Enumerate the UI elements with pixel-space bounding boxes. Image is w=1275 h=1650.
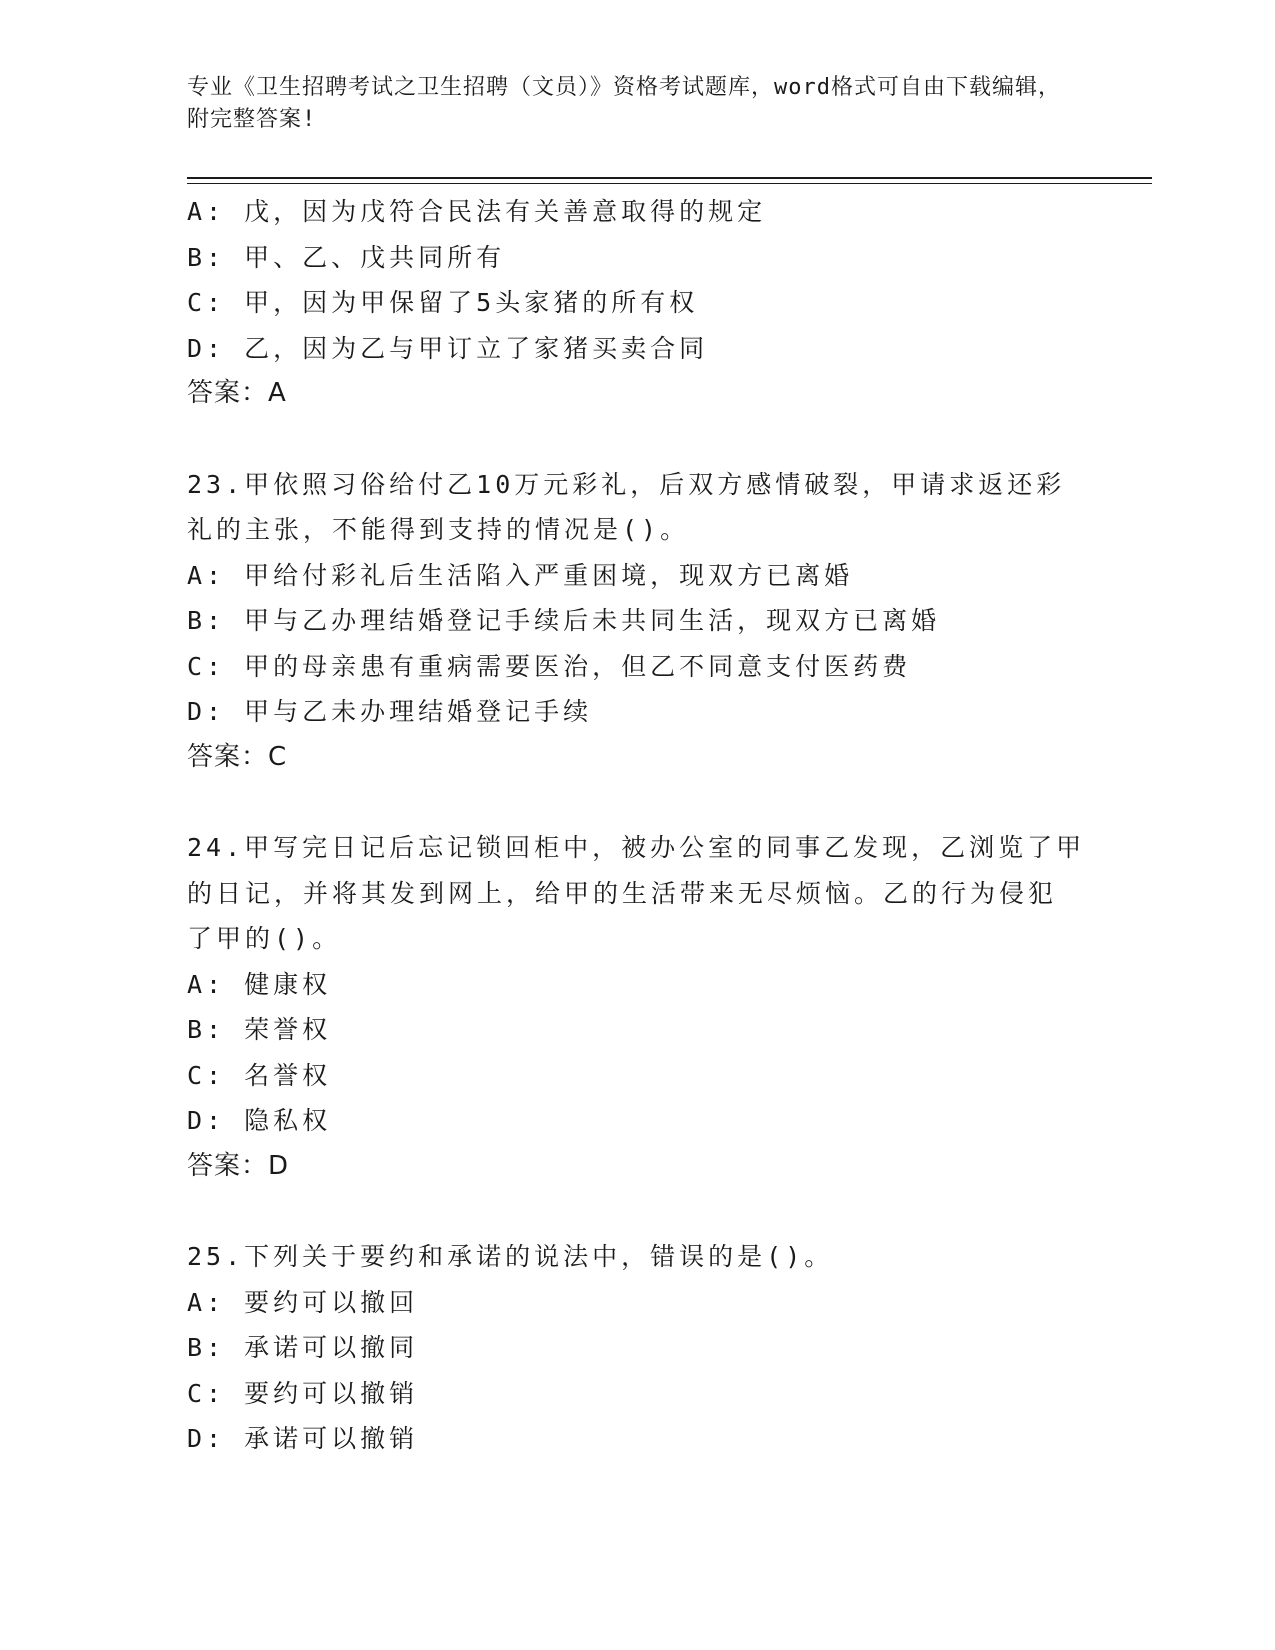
question-content <box>187 189 1087 1462</box>
spacer <box>187 1189 1087 1234</box>
option-c: C: 甲的母亲患有重病需要医治，但乙不同意支付医药费 <box>187 651 912 681</box>
question-text-line: 了甲的()。 <box>187 924 342 953</box>
option-b: B: 荣誉权 <box>187 1015 332 1044</box>
question-text-line: 23.甲依照习俗给付乙10万元彩礼，后双方感情破裂，甲请求返还彩 <box>187 469 1066 499</box>
option-c: C: 名誉权 <box>187 1060 332 1090</box>
option-a: A: 甲给付彩礼后生活陷入严重困境，现双方已离婚 <box>187 560 854 590</box>
question-text-line: 24.甲写完日记后忘记锁回柜中，被办公室的同事乙发现，乙浏览了甲 <box>187 833 1086 862</box>
document-header: 专业《卫生招聘考试之卫生招聘（文员）》资格考试题库，word格式可自由下载编辑，附完整答案! <box>187 75 1061 132</box>
option-d: D: 隐私权 <box>187 1106 332 1135</box>
answer-line: 答案：D <box>187 1150 290 1181</box>
option-a: A: 健康权 <box>187 969 332 999</box>
question-text-line: 的日记，并将其发到网上，给甲的生活带来无尽烦恼。乙的行为侵犯 <box>187 878 1058 908</box>
spacer <box>187 417 1087 462</box>
option-d: D: 乙，因为乙与甲订立了家猪买卖合同 <box>187 333 709 363</box>
answer-line: 答案：A <box>187 378 287 408</box>
header-divider-thick <box>187 177 1152 179</box>
option-d: D: 承诺可以撤销 <box>187 1424 419 1453</box>
question-25 <box>187 1234 1087 1462</box>
question-text-line: 25.下列关于要约和承诺的说法中，错误的是()。 <box>187 1242 834 1271</box>
option-b: B: 承诺可以撤同 <box>187 1333 419 1362</box>
option-d: D: 甲与乙未办理结婚登记手续 <box>187 697 593 726</box>
question-24 <box>187 825 1087 1189</box>
question-text-line: 礼的主张，不能得到支持的情况是()。 <box>187 515 690 544</box>
option-a: A: 要约可以撤回 <box>187 1287 419 1317</box>
option-a: A: 戊，因为戊符合民法有关善意取得的规定 <box>187 197 767 226</box>
option-c: C: 要约可以撤销 <box>187 1378 419 1408</box>
question-23 <box>187 462 1087 781</box>
header-divider-thin <box>187 183 1152 184</box>
answer-line: 答案：C <box>187 741 288 772</box>
option-b: B: 甲与乙办理结婚登记手续后未共同生活，现双方已离婚 <box>187 606 941 635</box>
option-c: C: 甲，因为甲保留了5头家猪的所有权 <box>187 288 699 317</box>
spacer <box>187 780 1087 825</box>
question-22-continuation <box>187 189 1087 417</box>
option-b: B: 甲、乙、戊共同所有 <box>187 242 506 272</box>
